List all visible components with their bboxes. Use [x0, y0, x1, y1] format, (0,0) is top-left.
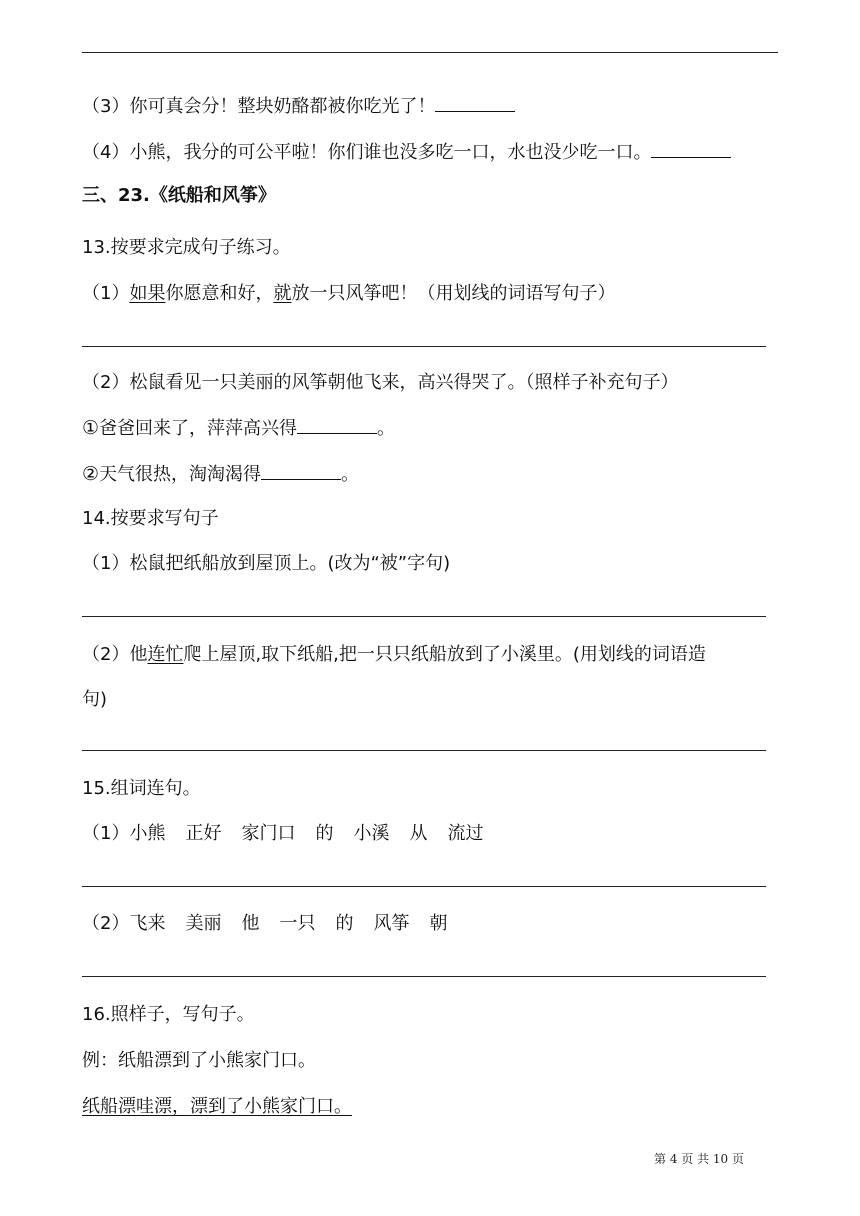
word-chip: 从	[409, 823, 428, 844]
question-15-1	[82, 822, 503, 846]
circled-number-2: ②	[82, 463, 100, 485]
question-16-example: 例：纸船漂到了小熊家门口。	[82, 1050, 316, 1071]
underlined-word-lianmang: 连忙	[147, 644, 184, 665]
underlined-word-jiu: 就	[273, 283, 292, 304]
question-4-answer-blank[interactable]	[651, 139, 731, 158]
question-13-2-label: （2）	[82, 372, 130, 393]
word-chip: 一只	[279, 913, 316, 934]
question-14-title: 14.按要求写句子	[82, 508, 219, 529]
question-3	[82, 93, 515, 119]
item-2-text: 天气很热，淘淘渴得	[99, 464, 262, 485]
answer-line[interactable]	[82, 750, 766, 751]
question-13-1	[82, 282, 615, 306]
item-1-end: 。	[377, 418, 396, 439]
word-chip: 朝	[429, 913, 448, 934]
question-13-2	[82, 371, 678, 395]
question-13-1-mid: 你愿意和好，	[165, 283, 274, 304]
question-14-1-label: （1）	[82, 553, 130, 574]
question-14-2-rest: 爬上屋顶,取下纸船,把一只只纸船放到了小溪里。(用划线的词语造	[183, 644, 706, 665]
question-14-2	[82, 643, 706, 667]
question-15-2	[82, 912, 467, 936]
question-4-label: （4）	[82, 142, 130, 163]
word-chip: 正好	[185, 823, 222, 844]
word-chip: 飞来	[129, 913, 166, 934]
question-16-sample-answer: 纸船漂哇漂，漂到了小熊家门口。	[82, 1096, 352, 1117]
question-3-text: 你可真会分！整块奶酪都被你吃光了！	[129, 96, 436, 117]
question-15-1-label: （1）	[82, 823, 130, 844]
answer-line[interactable]	[82, 886, 766, 887]
word-chip: 小熊	[129, 823, 166, 844]
question-13-2-item-2	[82, 461, 359, 487]
question-4	[82, 139, 731, 165]
word-chip: 的	[335, 913, 354, 934]
question-14-2-label: （2）	[82, 644, 130, 665]
underlined-word-ruguo: 如果	[129, 283, 166, 304]
question-3-label: （3）	[82, 96, 130, 117]
word-chip: 家门口	[241, 823, 296, 844]
word-chip: 的	[315, 823, 334, 844]
section-title: 三、23.《纸船和风筝》	[82, 185, 276, 206]
word-chip: 流过	[447, 823, 484, 844]
page-footer: 第 4 页 共 10 页	[654, 1152, 744, 1166]
question-14-1	[82, 552, 450, 576]
word-chip: 美丽	[185, 913, 222, 934]
answer-line[interactable]	[82, 976, 766, 977]
question-15-title: 15.组词连句。	[82, 778, 201, 799]
word-chip: 小溪	[353, 823, 390, 844]
header-rule	[82, 52, 778, 53]
question-13-title: 13.按要求完成句子练习。	[82, 237, 291, 258]
question-13-2-item-1	[82, 415, 395, 441]
answer-line[interactable]	[82, 616, 766, 617]
question-16-title: 16.照样子，写句子。	[82, 1004, 255, 1025]
item-1-answer-blank[interactable]	[297, 415, 377, 434]
item-2-answer-blank[interactable]	[261, 461, 341, 480]
item-1-text: 爸爸回来了，萍萍高兴得	[99, 418, 298, 439]
question-15-2-label: （2）	[82, 913, 130, 934]
question-13-1-label: （1）	[82, 283, 130, 304]
question-14-1-text: 松鼠把纸船放到屋顶上。(改为“被”字句)	[129, 553, 451, 574]
question-3-answer-blank[interactable]	[435, 93, 515, 112]
question-4-text: 小熊，我分的可公平啦！你们谁也没多吃一口，水也没少吃一口。	[129, 142, 652, 163]
question-14-2-continued: 句)	[82, 689, 108, 710]
word-chip: 他	[241, 913, 260, 934]
question-13-1-rest: 放一只风筝吧！（用划线的词语写句子）	[291, 283, 616, 304]
answer-line[interactable]	[82, 346, 766, 347]
circled-number-1: ①	[82, 417, 100, 439]
question-14-2-pre: 他	[129, 644, 148, 665]
question-13-2-text: 松鼠看见一只美丽的风筝朝他飞来，高兴得哭了。（照样子补充句子）	[129, 372, 679, 393]
word-chip: 风筝	[373, 913, 410, 934]
item-2-end: 。	[341, 464, 360, 485]
